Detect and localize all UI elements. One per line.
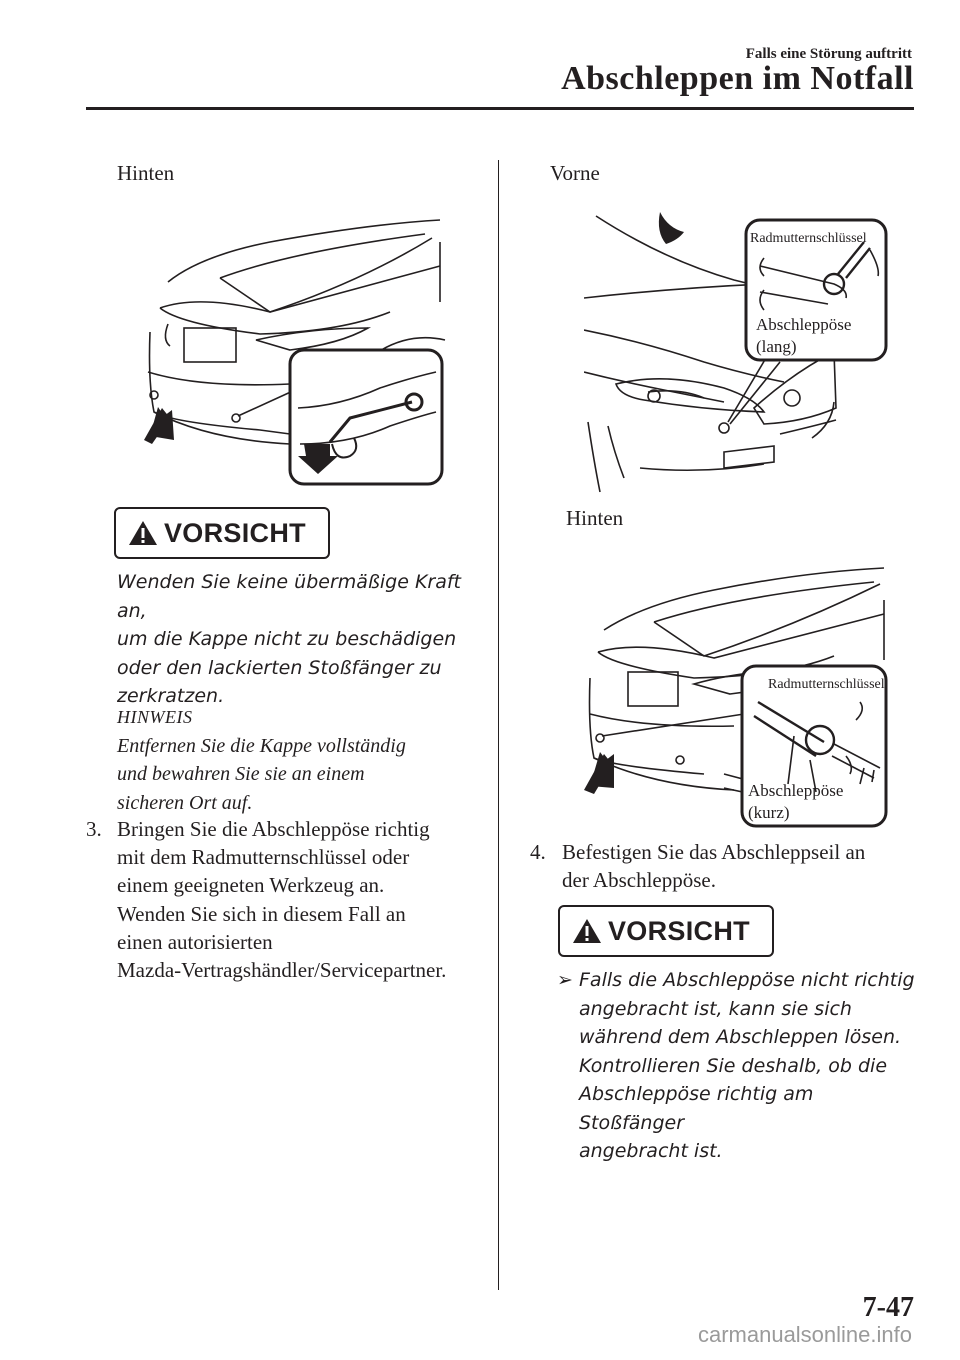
note-line: sicheren Ort auf. [117,791,253,814]
caution-label: VORSICHT [608,915,750,946]
caution-line: während dem Abschleppen lösen. [579,1026,902,1048]
step-line: einem geeigneten Werkzeug an. [117,873,385,898]
caution-text-left [117,568,487,711]
front-eye-label-2: (lang) [756,337,797,356]
warning-icon [128,520,158,546]
step-line: Befestigen Sie das Abschleppseil an [562,840,866,864]
front-caption: Vorne [550,161,600,185]
page-title: Abschleppen im Notfall [561,60,914,97]
page-number: 7-47 [862,1292,914,1323]
step-3-number: 3. [86,817,102,841]
caution-line: Kontrollieren Sie deshalb, ob die [579,1054,888,1077]
caution-line: zerkratzen. [117,685,225,707]
header-rule [86,107,914,110]
step-line: Bringen Sie die Abschleppöse richtig [117,817,430,841]
caution-line: um die Kappe nicht zu beschädigen [117,628,457,650]
caution-line: Falls die Abschleppöse nicht richtig [579,969,915,991]
step-line: einen autorisierten [117,929,273,954]
rear-eye-label-2: (kurz) [748,803,790,822]
step-4-text [562,838,922,894]
caution-box-right [558,905,774,957]
caution-line: angebracht ist. [579,1140,723,1162]
front-wrench-label: Radmutternschlüssel [750,231,867,246]
step-3-text [117,815,497,984]
caution-line: angebracht ist, kann sie sich [579,997,852,1020]
caution-text-right [579,966,924,1166]
warning-icon [572,918,602,944]
caution-bullet-icon: ➢ [557,969,573,991]
column-divider [498,160,499,1290]
note-title: HINWEIS [117,707,193,727]
rear-cap-removal-illustration [140,212,460,490]
watermark: carmanualsonline.info [697,1322,912,1347]
rear-eye-label-1: Abschleppöse [748,781,844,800]
step-line: der Abschleppöse. [562,868,716,893]
step-line: mit dem Radmutternschlüssel oder [117,845,410,870]
caution-box-left [114,507,330,559]
rear-caption-right: Hinten [566,506,624,530]
note-line: Entfernen Sie die Kappe vollständig [117,734,406,757]
front-tow-eye-illustration [584,212,894,494]
note-block [117,703,487,817]
rear-tow-eye-illustration [584,560,894,830]
step-4-number: 4. [530,840,546,864]
caution-line: Abschleppöse richtig am Stoßfänger [579,1083,814,1134]
front-eye-label-1: Abschleppöse [756,315,852,334]
section-title: Falls eine Störung auftritt [745,46,912,62]
caution-line: Wenden Sie keine übermäßige Kraft an, [117,571,462,622]
rear-wrench-label: Radmutternschlüssel [768,677,885,692]
step-line: Wenden Sie sich in diesem Fall an [117,901,406,926]
rear-caption-left: Hinten [117,161,175,185]
caution-label: VORSICHT [164,517,306,548]
step-line: Mazda-Vertragshändler/Servicepartner. [117,958,447,983]
caution-line: oder den lackierten Stoßfänger zu [117,656,442,679]
note-line: und bewahren Sie sie an einem [117,763,365,785]
